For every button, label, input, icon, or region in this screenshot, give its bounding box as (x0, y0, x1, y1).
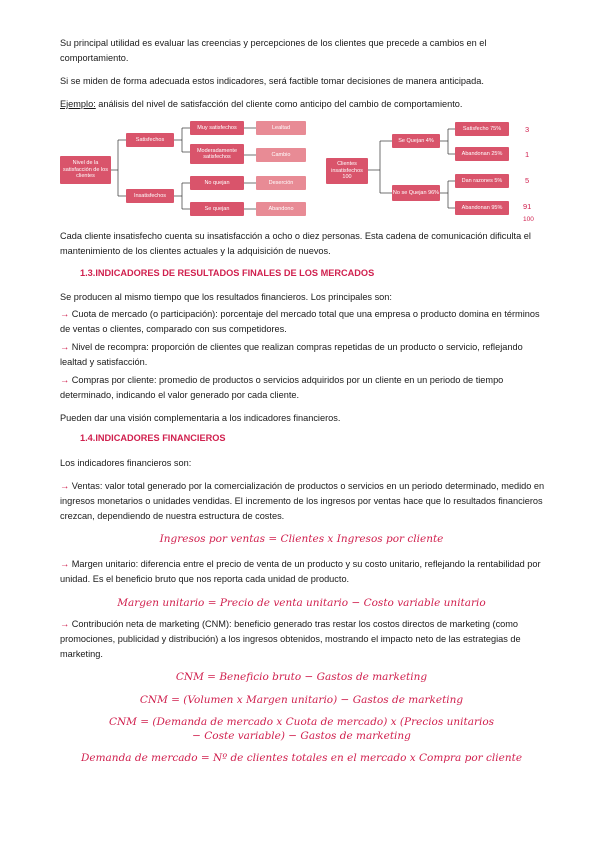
diagram-node-moderadamente: Moderadamente satisfechos (190, 144, 244, 164)
fin-intro: Los indicadores financieros son: (60, 458, 192, 468)
ventas-paragraph (60, 479, 550, 524)
diagram-outcome-abandono: Abandono (256, 202, 306, 216)
margen-paragraph (60, 557, 550, 587)
bullet-text: Cuota de mercado (o participación): porcentaje del mercado total que una empresa o producto domina en términos de ventas o clientes, comparado con sus competidores. (60, 309, 540, 334)
diagram-node-abandonan-95: Abandonan 95% (455, 201, 509, 215)
diagram-node-abandonan-25: Abandonan 25% (455, 147, 509, 161)
measure-paragraph: Si se miden de forma adecuada estos indicadores, será factible tomar decisiones de manera anticipada. (60, 76, 484, 86)
heading-1-3: 1.3.INDICADORES DE RESULTADOS FINALES DE LOS MERCADOS (80, 268, 375, 278)
diagram-node-satisfecho-75: Satisfecho 75% (455, 122, 509, 136)
cnm-text: Contribución neta de marketing (CNM): beneficio generado tras restar los costos directos de marketing (como promociones, publicidad y distribución) a los ingresos obtenidos, mostrando el impacto neto de las estrategias de marketing. (60, 619, 521, 659)
margen-text: Margen unitario: diferencia entre el precio de venta de un producto y su costo unitario, reflejando la rentabilidad por unidad. Es el beneficio bruto que nos reporta cada unidad de producto. (60, 559, 541, 584)
formula-ingresos-ventas: Ingresos por ventas = Clientes x Ingresos por cliente (159, 533, 444, 545)
diagram-node-muy-satisfechos: Muy satisfechos (190, 121, 244, 135)
bullet-text: Compras por cliente: promedio de productos o servicios adquiridos por un cliente en un periodo de tiempo determinado, indicando el valor generado por cada cliente. (60, 375, 504, 400)
arrow-icon: → (60, 481, 70, 491)
formula-margen-unitario: Margen unitario = Precio de venta unitario − Costo variable unitario (117, 597, 486, 609)
diagram-outcome-lealtad: Lealtad (256, 121, 306, 135)
example-label: Ejemplo: (60, 99, 96, 109)
arrow-icon: → (60, 619, 70, 629)
formula-cnm-1: CNM = Beneficio bruto − Gastos de marketing (175, 671, 428, 683)
cnm-paragraph (60, 617, 550, 662)
diagram-number-91: 91 (523, 202, 532, 211)
bullet-nivel-recompra (60, 340, 550, 370)
bullet-cuota-mercado (60, 307, 550, 337)
diagram-node-se-quejan: Se quejan (190, 202, 244, 216)
diagram-outcome-desercion: Deserción (256, 176, 306, 190)
arrow-icon: → (60, 559, 70, 569)
complement-paragraph: Pueden dar una visión complementaria a los indicadores financieros. (60, 413, 341, 423)
arrow-icon: → (60, 309, 70, 319)
formula-cnm-3b: − Coste variable) − Gastos de marketing (192, 730, 411, 742)
ventas-text: Ventas: valor total generado por la comercialización de productos o servicios en un periodo determinado, medido en ingresos monetarios o unidades vendidas. El incremento de los ingresos por ventas hace que lo resultados financieros crezcan, dependiendo de nuestra estructura de costes. (60, 481, 545, 521)
formula-demanda: Demanda de mercado = Nº de clientes totales en el mercado x Compra por cliente (80, 752, 523, 764)
chain-paragraph: Cada cliente insatisfecho cuenta su insatisfacción a ocho o diez personas. Esta cadena de comunicación dificulta el mantenimiento de los clientes actuales y la adquisición de nuevos. (60, 231, 531, 256)
bullet-text: Nivel de recompra: proporción de clientes que realizan compras repetidas de un producto o servicio, reflejando lealtad y satisfacción. (60, 342, 523, 367)
arrow-icon: → (60, 342, 70, 352)
diagram-node-insatisfechos: Insatisfechos (126, 189, 174, 203)
diagram-outcome-cambio: Cambio (256, 148, 306, 162)
diagram-root-satisfaction: Nivel de la satisfacción de los clientes (60, 156, 111, 184)
diagram-number-100: 100 (523, 216, 534, 223)
diagram-number-1: 1 (525, 150, 530, 159)
bullet-compras-cliente (60, 373, 550, 403)
diagram-node-no-quejan: No quejan (190, 176, 244, 190)
intro-paragraph: Su principal utilidad es evaluar las creencias y percepciones de los clientes que precede a cambios en el comportamiento. (60, 38, 487, 63)
formula-cnm-3a: CNM = (Demanda de mercado x Cuota de mercado) x (Precios unitarios (108, 716, 495, 728)
diagram-root-insatisfechos: Clientes insatisfechos 100 (326, 158, 368, 184)
example-text: análisis del nivel de satisfacción del cliente como anticipo del cambio de comportamiento. (95, 99, 463, 109)
results-intro: Se producen al mismo tiempo que los resultados financieros. Los principales son: (60, 292, 392, 302)
diagram-node-dan-razones-5: Dan razones 5% (455, 174, 509, 188)
diagram-node-satisfechos: Satisfechos (126, 133, 174, 147)
arrow-icon: → (60, 375, 70, 385)
diagram-node-se-quejan-4: Se Quejan 4% (392, 134, 440, 148)
diagram-number-5: 5 (525, 176, 530, 185)
heading-1-4: 1.4.INDICADORES FINANCIEROS (80, 433, 226, 443)
diagram-number-3: 3 (525, 125, 530, 134)
formula-cnm-2: CNM = (Volumen x Margen unitario) − Gastos de marketing (139, 694, 464, 706)
diagram-node-no-se-quejan-96: No se Quejan 96% (392, 185, 440, 201)
